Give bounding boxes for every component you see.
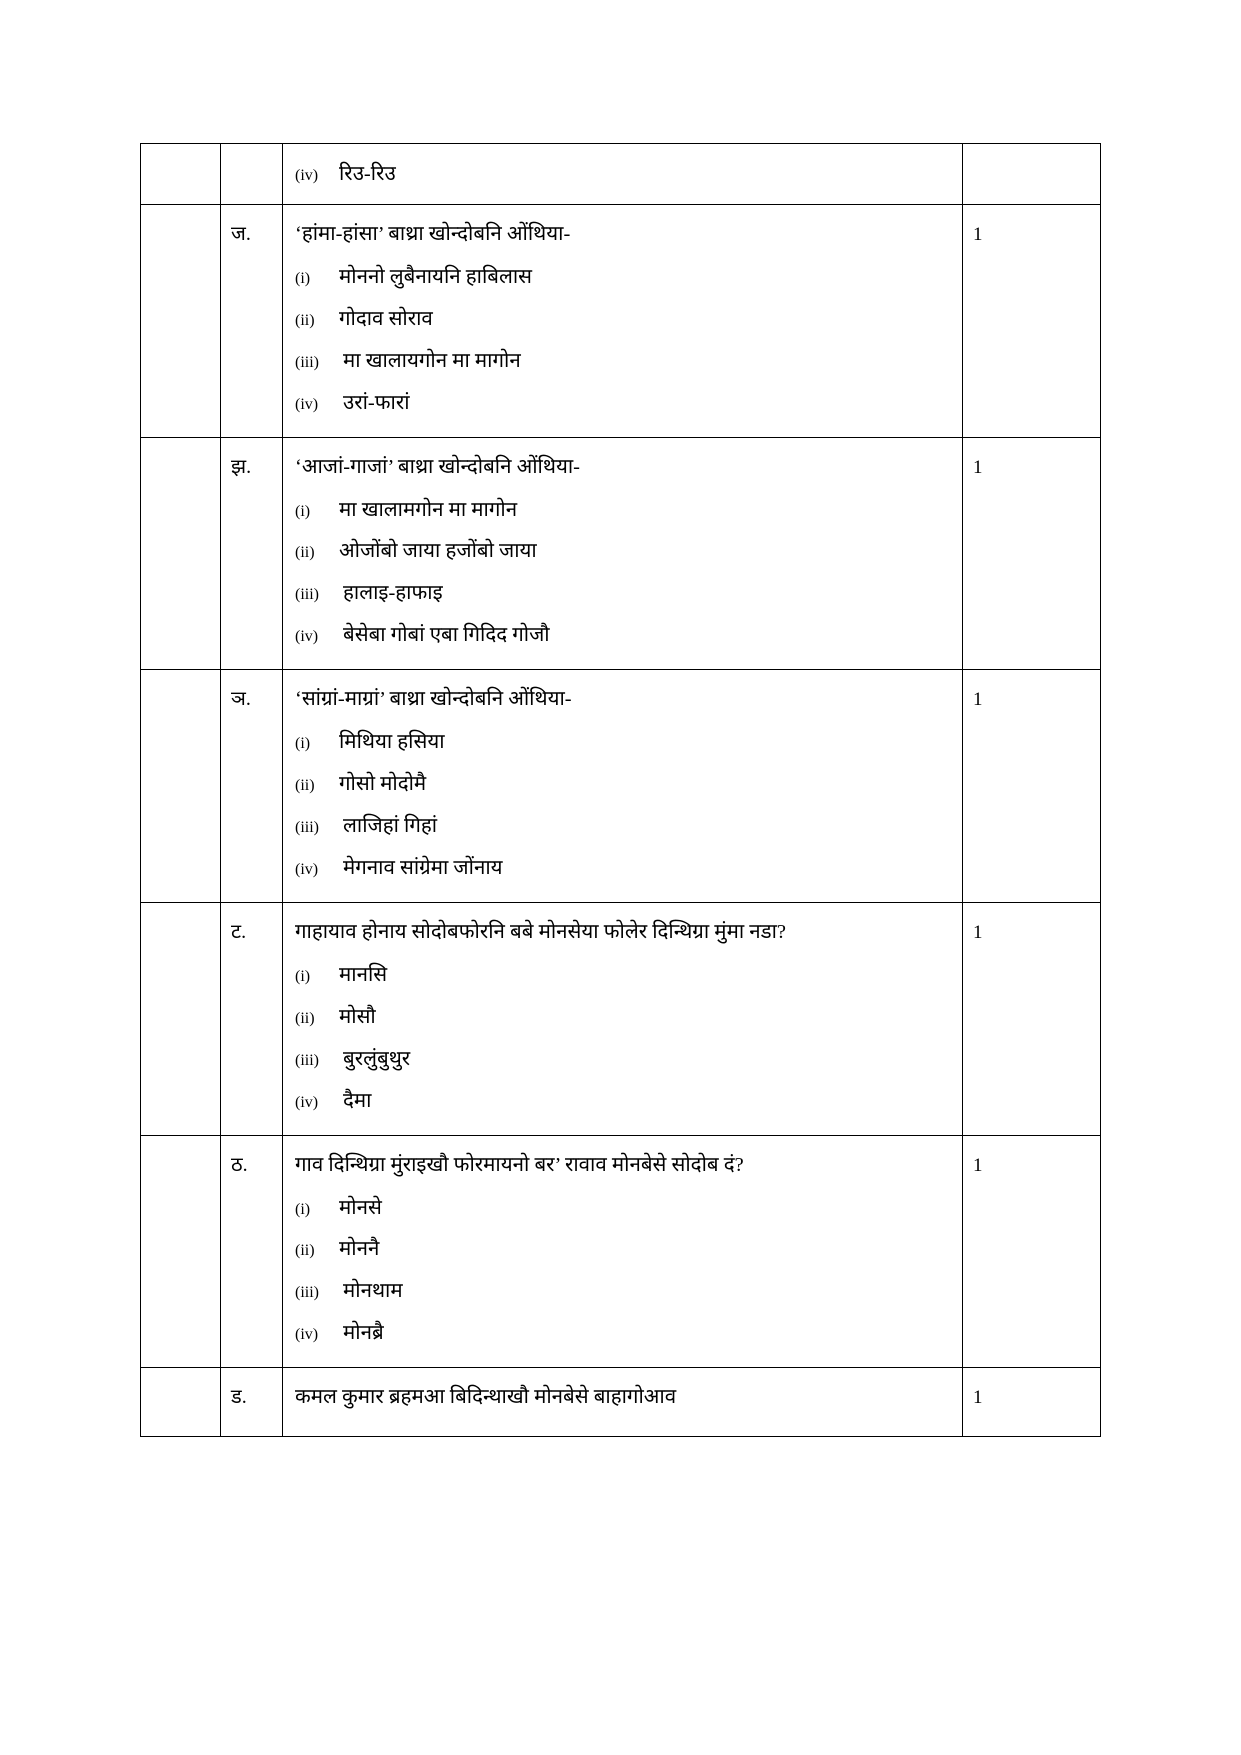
option-text: मानसि xyxy=(339,963,388,986)
row-body-cell xyxy=(283,204,963,437)
table-row xyxy=(141,1368,1101,1437)
row-label: ज. xyxy=(231,222,251,245)
option-text: गोदाव सोराव xyxy=(339,307,433,330)
row-number-cell xyxy=(141,902,221,1135)
option-number: (iii) xyxy=(295,1284,319,1302)
option-number: (i) xyxy=(295,967,311,985)
row-number-cell xyxy=(141,670,221,903)
row-body-cell xyxy=(283,437,963,670)
option-item xyxy=(295,724,950,762)
option-item xyxy=(295,808,950,846)
marks-value: 1 xyxy=(973,921,983,943)
option-text: हालाइ-हाफाइ xyxy=(343,582,443,605)
option-item xyxy=(295,1190,950,1228)
row-number-cell xyxy=(141,144,221,205)
option-text: लाजिहां गिहां xyxy=(343,815,438,838)
row-number-cell xyxy=(141,1368,221,1437)
option-number: (iii) xyxy=(295,819,319,837)
option-number: (iv) xyxy=(295,395,319,413)
option-number: (iii) xyxy=(295,1051,319,1069)
row-label-cell xyxy=(221,1368,283,1437)
option-text: ओजोंबो जाया हजोंबो जाया xyxy=(339,540,537,563)
row-label: ट. xyxy=(231,920,247,943)
marks-value: 1 xyxy=(973,1387,983,1409)
row-label: ड. xyxy=(231,1386,247,1409)
question-stem: ‘हांमा-हांसा’ बाथ्रा खोन्दोबनि ओंथिया- xyxy=(295,222,571,245)
option-number: (ii) xyxy=(295,544,315,562)
row-label-cell xyxy=(221,437,283,670)
option-item xyxy=(295,343,950,381)
option-number: (i) xyxy=(295,269,311,287)
row-marks-cell xyxy=(963,1368,1101,1437)
option-number: (i) xyxy=(295,1200,311,1218)
option-text: गोसो मोदोमै xyxy=(339,773,427,796)
marks-value: 1 xyxy=(973,456,983,478)
row-label: झ. xyxy=(231,455,252,478)
option-number: (iv) xyxy=(295,860,319,878)
row-marks-cell xyxy=(963,1135,1101,1368)
option-item xyxy=(295,957,950,995)
option-item xyxy=(295,156,950,194)
option-item xyxy=(295,301,950,339)
option-number: (iii) xyxy=(295,586,319,604)
option-text: मोनसे xyxy=(339,1196,382,1219)
option-item xyxy=(295,385,950,423)
question-stem: ‘आजां-गाजां’ बाथ्रा खोन्दोबनि ओंथिया- xyxy=(295,455,580,478)
row-marks-cell xyxy=(963,204,1101,437)
row-label-cell xyxy=(221,204,283,437)
row-marks-cell xyxy=(963,144,1101,205)
option-text: मिथिया हसिया xyxy=(339,731,445,754)
row-number-cell xyxy=(141,1135,221,1368)
option-text: मा खालायगोन मा मागोन xyxy=(343,349,521,372)
question-stem: कमल कुमार ब्रहमआ बिदिन्थाखौ मोनबेसे बाहागोआव xyxy=(295,1386,677,1409)
row-marks-cell xyxy=(963,902,1101,1135)
row-label: ञ. xyxy=(231,688,251,711)
marks-value: 1 xyxy=(973,689,983,711)
row-body-cell xyxy=(283,144,963,205)
option-item xyxy=(295,533,950,571)
option-text: दैमा xyxy=(343,1089,372,1112)
questions-table xyxy=(140,143,1101,1437)
option-text: मोनब्रै xyxy=(343,1322,384,1345)
question-stem: ‘सांग्रां-माग्रां’ बाथ्रा खोन्दोबनि ओंथिया- xyxy=(295,688,572,711)
option-text: मोसौ xyxy=(339,1005,376,1028)
question-stem: गाहायाव होनाय सोदोबफोरनि बबे मोनसेया फोलेर दिन्थिग्रा मुंमा नडा? xyxy=(295,920,787,943)
table-row xyxy=(141,144,1101,205)
option-text: मोननो लुबैनायनि हाबिलास xyxy=(339,265,533,288)
option-number: (iii) xyxy=(295,353,319,371)
option-number: (ii) xyxy=(295,311,315,329)
option-item xyxy=(295,1315,950,1353)
option-text: बुरलुंबुथुर xyxy=(343,1047,411,1070)
option-item xyxy=(295,492,950,530)
option-number: (iv) xyxy=(295,1326,319,1344)
option-item xyxy=(295,766,950,804)
option-number: (ii) xyxy=(295,1009,315,1027)
questions-table-body xyxy=(141,144,1101,1437)
row-number-cell xyxy=(141,437,221,670)
row-number-cell xyxy=(141,204,221,437)
row-body-cell xyxy=(283,902,963,1135)
option-item xyxy=(295,1041,950,1079)
option-item xyxy=(295,850,950,888)
option-text: मोननै xyxy=(339,1238,380,1261)
option-number: (iv) xyxy=(295,167,319,184)
option-item xyxy=(295,1273,950,1311)
option-number: (iv) xyxy=(295,1093,319,1111)
row-marks-cell xyxy=(963,437,1101,670)
option-number: (ii) xyxy=(295,1242,315,1260)
row-label-cell xyxy=(221,670,283,903)
marks-value: 1 xyxy=(973,223,983,245)
option-number: (i) xyxy=(295,502,311,520)
option-text: बेसेबा गोबां एबा गिदिद गोजौ xyxy=(343,624,550,647)
option-item xyxy=(295,999,950,1037)
table-row xyxy=(141,437,1101,670)
table-row xyxy=(141,1135,1101,1368)
row-label: ठ. xyxy=(231,1153,248,1176)
row-body-cell xyxy=(283,670,963,903)
table-row xyxy=(141,670,1101,903)
row-label-cell xyxy=(221,144,283,205)
option-item xyxy=(295,1231,950,1269)
row-marks-cell xyxy=(963,670,1101,903)
option-text: रिउ-रिउ xyxy=(339,163,396,185)
option-text: मेगनाव सांग्रेमा जोंनाय xyxy=(343,856,503,879)
option-item xyxy=(295,617,950,655)
option-item xyxy=(295,575,950,613)
table-row xyxy=(141,204,1101,437)
option-text: मोनथाम xyxy=(343,1280,403,1303)
option-text: मा खालामगोन मा मागोन xyxy=(339,498,518,521)
option-item xyxy=(295,259,950,297)
row-body-cell xyxy=(283,1135,963,1368)
question-stem: गाव दिन्थिग्रा मुंराइखौ फोरमायनो बर’ रावाव मोनबेसे सोदोब दं? xyxy=(295,1153,744,1176)
table-row xyxy=(141,902,1101,1135)
option-number: (i) xyxy=(295,735,311,753)
option-text: उरां-फारां xyxy=(343,391,410,414)
row-label-cell xyxy=(221,902,283,1135)
row-body-cell xyxy=(283,1368,963,1437)
option-number: (iv) xyxy=(295,628,319,646)
option-item xyxy=(295,1083,950,1121)
marks-value: 1 xyxy=(973,1154,983,1176)
option-number: (ii) xyxy=(295,777,315,795)
row-label-cell xyxy=(221,1135,283,1368)
